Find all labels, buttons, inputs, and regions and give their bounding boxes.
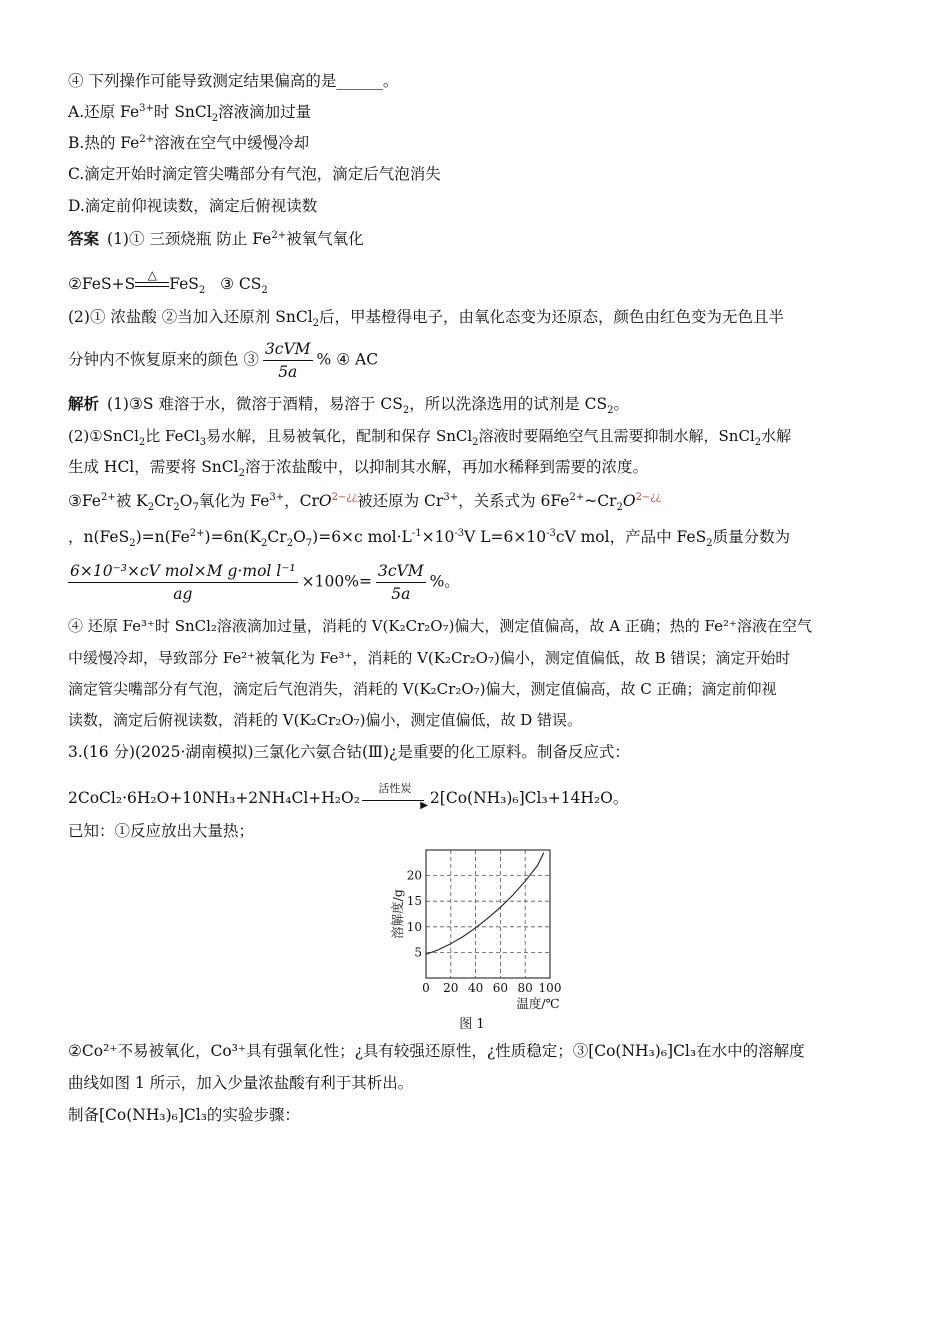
answer-line-3: (2)① 浓盐酸 ②当加入还原剂 SnCl$_2$后，甲基橙得电子，由氧化态变为还原态，颜色由红色变为无色且半 xyxy=(68,308,785,330)
analysis-line-7: ④ 还原 Fe³⁺时 SnCl₂溶液滴加过量，消耗的 V(K₂Cr₂O₇)偏大，测定值偏高，故 A 正确；热的 Fe²⁺溶液在空气 xyxy=(68,617,812,635)
q4-option-d: D.滴定前仰视读数，滴定后俯视读数 xyxy=(68,197,318,215)
analysis-line-8: 中缓慢冷却，导致部分 Fe²⁺被氧化为 Fe³⁺，消耗的 V(K₂Cr₂O₇)偏小，测定值偏低，故 B 错误；滴定开始时 xyxy=(68,649,791,667)
heat-equals-sign: △ xyxy=(135,278,169,292)
q3-title: 3.(16 分)(2025·湖南模拟)三氯化六氨合钴(Ⅲ)¿是重要的化工原料。制备反应式： xyxy=(68,743,630,761)
solubility-curve xyxy=(426,853,544,955)
answer-fraction: $\frac{\text{3cVM}}{5a}$ xyxy=(264,340,311,381)
analysis-line-10: 读数，滴定后俯视读数，消耗的 V(K₂Cr₂O₇)偏小，测定值偏低，故 D 错误。 xyxy=(68,711,583,729)
q3-equation: 2CoCl₂·6H₂O+10NH₃+2NH₄Cl+H₂O₂ 活性炭 ▶ 2[Co(NH₃)₆]Cl₃+14H₂O。 xyxy=(68,782,629,811)
y-tick-label: 10 xyxy=(406,919,422,934)
answer-line-2: ②FeS+S △ FeS$_2$ ③ $CS_2$ xyxy=(68,268,268,297)
answer-line-4: 分钟内不恢复原来的颜色 ③ $\frac{\text{3cVM}}{5a}$ % ④ AC xyxy=(68,340,379,381)
analysis-line-4: $③Fe^{2+}$被 $K_2Cr_2O_7$氧化为 $Fe^{3+}$，CrO$^{2-¿¿}$被还原为 $Cr^{3+}$，关系式为 $6Fe^{2+}\sim Cr_2O^{2-¿¿}$ xyxy=(68,491,662,514)
y-axis-label: 溶解度/g xyxy=(390,889,405,939)
analysis-line-3: 生成 HCl，需要将 SnCl$_2$溶于浓盐酸中，以抑制其水解，再加水稀释到需要的浓度。 xyxy=(68,458,648,480)
solubility-chart xyxy=(390,840,590,1032)
mass-fraction-result: $\frac{\text{3cVM}}{5a}$ xyxy=(377,562,424,603)
q3-known-1: 已知：①反应放出大量热； xyxy=(68,822,255,840)
analysis-line-6: $\frac{\text{6×10⁻³×cV mol×M g·mol l⁻¹}}{ag}$ ×100%= $\frac{\text{3cVM}}{5a}$ %。 xyxy=(70,562,460,603)
q4-option-c: C.滴定开始时滴定管尖嘴部分有气泡，滴定后气泡消失 xyxy=(68,165,441,183)
q4-stem: ④ 下列操作可能导致测定结果偏高的是______。 xyxy=(68,72,399,90)
answer-label: 答案 xyxy=(68,230,100,248)
x-tick-label: 80 xyxy=(517,981,533,995)
q3-known-3: 曲线如图 1 所示，加入少量浓盐酸有利于其析出。 xyxy=(68,1074,414,1092)
y-tick-label: 20 xyxy=(406,868,422,883)
x-tick-label: 60 xyxy=(492,981,509,995)
mass-fraction-formula: $\frac{\text{6×10⁻³×cV mol×M g·mol l⁻¹}}{ag}$ xyxy=(70,562,296,603)
x-axis-label: 温度/℃ xyxy=(516,996,560,1011)
q3-known-2: ②Co²⁺不易被氧化，Co³⁺具有强氧化性；¿具有较强还原性，¿性质稳定；③[Co(NH₃)₆]Cl₃在水中的溶解度 xyxy=(68,1042,805,1060)
chart-title: 图 1 xyxy=(459,1017,485,1032)
analysis-line-1: 解析 (1)③S 难溶于水，微溶于酒精，易溶于 $CS_2$，所以洗涤选用的试剂是 $CS_2$。 xyxy=(68,395,629,417)
answer-line-1: 答案 (1)① 三颈烧瓶 防止 $Fe^{2+}$被氧气氧化 xyxy=(68,229,364,248)
q4-option-b: B.热的 $Fe^{2+}$溶液在空气中缓慢冷却 xyxy=(68,133,310,152)
x-tick-label: 0 xyxy=(422,981,430,995)
x-tick-label: 100 xyxy=(538,981,562,995)
q3-steps: 制备[Co(NH₃)₆]Cl₃的实验步骤： xyxy=(68,1106,300,1124)
analysis-line-2: (2)①SnCl$_2$比 FeCl$_3$易水解，且易被氧化，配制和保存 SnCl$_2$溶液时要隔绝空气且需要抑制水解，SnCl$_2$水解 xyxy=(68,427,792,448)
x-tick-label: 20 xyxy=(443,981,459,995)
analysis-label: 解析 xyxy=(68,395,100,413)
plot-frame xyxy=(426,850,550,978)
x-tick-label: 40 xyxy=(467,981,484,995)
y-tick-label: 5 xyxy=(414,945,422,960)
analysis-line-9: 滴定管尖嘴部分有气泡，滴定后气泡消失，消耗的 V(K₂Cr₂O₇)偏大，测定值偏高，故 C 正确；滴定前仰视 xyxy=(68,680,777,698)
q4-option-a: A.还原 $Fe^{3+}$时 SnCl$_2$溶液滴加过量 xyxy=(68,102,312,125)
reaction-arrow: 活性炭 ▶ xyxy=(360,792,430,806)
y-tick-label: 15 xyxy=(406,894,422,909)
analysis-line-5: ，$n(FeS_2)=n(Fe^{2+})=6n(K_2Cr_2O_7)=6\times c$ $mol\cdot L^{-1}\times 10^{-3}V$ $L=6\times 10^{-3}cV$ mol，产品中 FeS$_2$质量分数为 xyxy=(68,527,791,550)
